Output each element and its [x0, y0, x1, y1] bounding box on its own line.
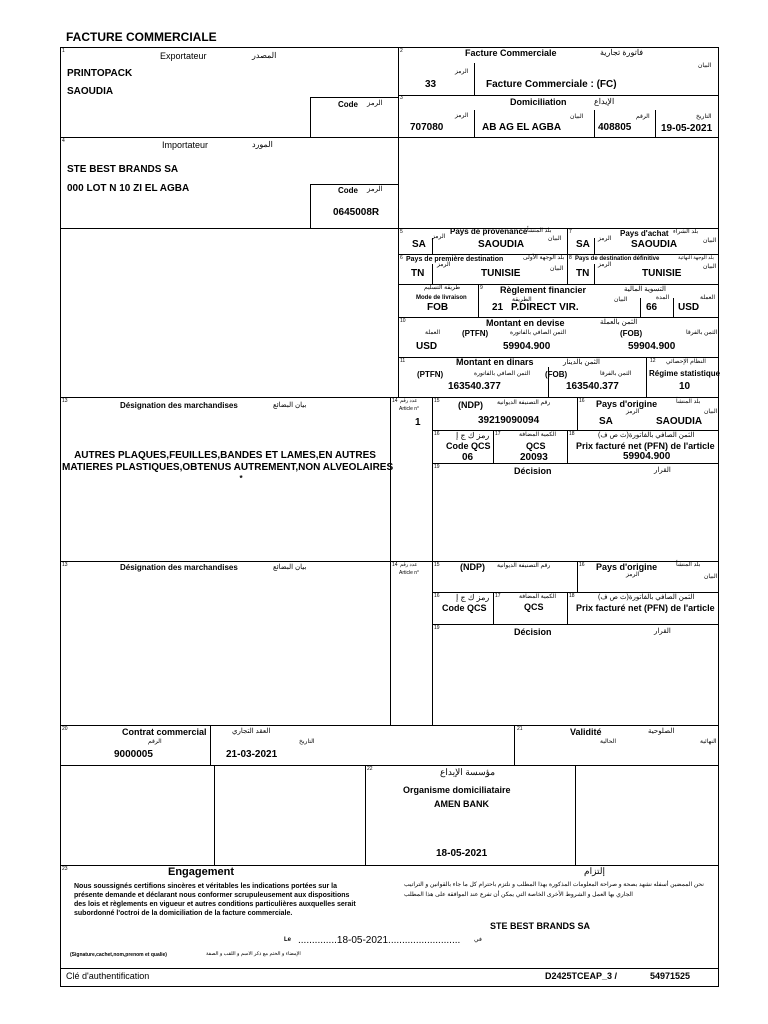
domiciliation-label: Domiciliation — [510, 97, 567, 107]
amount-currency-label: Montant en devise — [486, 318, 565, 328]
payment-label: Règlement financier — [500, 285, 587, 295]
qcs-code: 06 — [462, 452, 474, 463]
provenance-name: SAOUDIA — [478, 239, 525, 250]
domiciliation-bank-date: 18-05-2021 — [436, 848, 488, 859]
amount-ptfn: 59904.900 — [503, 341, 551, 352]
article-number: 1 — [415, 417, 421, 428]
origin-name: SAOUDIA — [656, 416, 703, 427]
domiciliating-org-label: Organisme domiciliataire — [403, 785, 511, 795]
domiciliation-bank: AB AG EL AGBA — [482, 122, 562, 133]
final-destination-code: TN — [576, 268, 590, 279]
engagement-label: Engagement — [168, 866, 235, 878]
payment-method: P.DIRECT VIR. — [511, 302, 579, 313]
exporter-name: PRINTOPACK — [67, 68, 133, 79]
goods-description-2: MATIERES PLASTIQUES,OBTENUS AUTREMENT,NON ALVEOLAIRES — [62, 462, 394, 473]
origin-code: SA — [599, 416, 613, 427]
contract-date: 21-03-2021 — [226, 749, 278, 760]
exporter-country: SAOUDIA — [67, 86, 114, 97]
qcs-quantity: 20093 — [520, 452, 548, 463]
decision-label: Décision — [514, 466, 552, 476]
amount-fob: 59904.900 — [628, 341, 676, 352]
importer-label: Importateur — [162, 140, 209, 150]
stat-regime-label: Régime statistique — [649, 369, 721, 378]
amount-currency: USD — [416, 341, 438, 352]
final-destination-name: TUNISIE — [642, 268, 682, 279]
stat-regime-value: 10 — [679, 381, 691, 392]
signer-name: STE BEST BRANDS SA — [490, 921, 591, 931]
invoice-type-label: Facture Commerciale — [465, 48, 557, 58]
amount-dinars-label: Montant en dinars — [456, 357, 534, 367]
purchase-country-name: SAOUDIA — [631, 239, 678, 250]
provenance-code: SA — [412, 239, 426, 250]
auth-key-number: 54971525 — [650, 971, 691, 981]
dinars-ptfn: 163540.377 — [448, 381, 501, 392]
auth-key-code: D2425TCEAP_3 / — [545, 971, 618, 981]
contract-number: 9000005 — [114, 749, 153, 760]
validity-label: Validité — [570, 727, 602, 737]
domiciliating-bank: AMEN BANK — [434, 799, 489, 809]
contract-label: Contrat commercial — [122, 727, 207, 737]
importer-name: STE BEST BRANDS SA — [67, 164, 179, 175]
payment-days: 66 — [646, 302, 658, 313]
dinars-fob: 163540.377 — [566, 381, 619, 392]
signature-date: ..............18-05-2021.......................... — [298, 935, 461, 946]
importer-code: 0645008R — [333, 207, 380, 218]
pfn-value: 59904.900 — [623, 451, 671, 462]
delivery-mode: FOB — [427, 302, 449, 313]
payment-currency: USD — [678, 302, 700, 313]
first-destination-name: TUNISIE — [481, 268, 521, 279]
domiciliation-number: 408805 — [598, 122, 632, 133]
payment-code: 21 — [492, 302, 504, 313]
domiciliation-date: 19-05-2021 — [661, 123, 713, 134]
purchase-country-code: SA — [576, 239, 590, 250]
exporter-label: Exportateur — [160, 51, 207, 61]
first-destination-code: TN — [411, 268, 425, 279]
auth-key-label: Clé d'authentification — [66, 971, 150, 981]
domiciliation-code: 707080 — [410, 122, 444, 133]
ndp-code: 39219090094 — [478, 415, 540, 426]
importer-address: 000 LOT N 10 ZI EL AGBA — [67, 183, 190, 194]
page-title: FACTURE COMMERCIALE — [66, 30, 217, 44]
goods-designation-label: Désignation des marchandises — [120, 401, 238, 410]
invoice-code: 33 — [425, 79, 437, 90]
invoice-type: Facture Commerciale : (FC) — [486, 79, 617, 90]
goods-description: AUTRES PLAQUES,FEUILLES,BANDES ET LAMES,EN AUTRES — [74, 450, 376, 461]
